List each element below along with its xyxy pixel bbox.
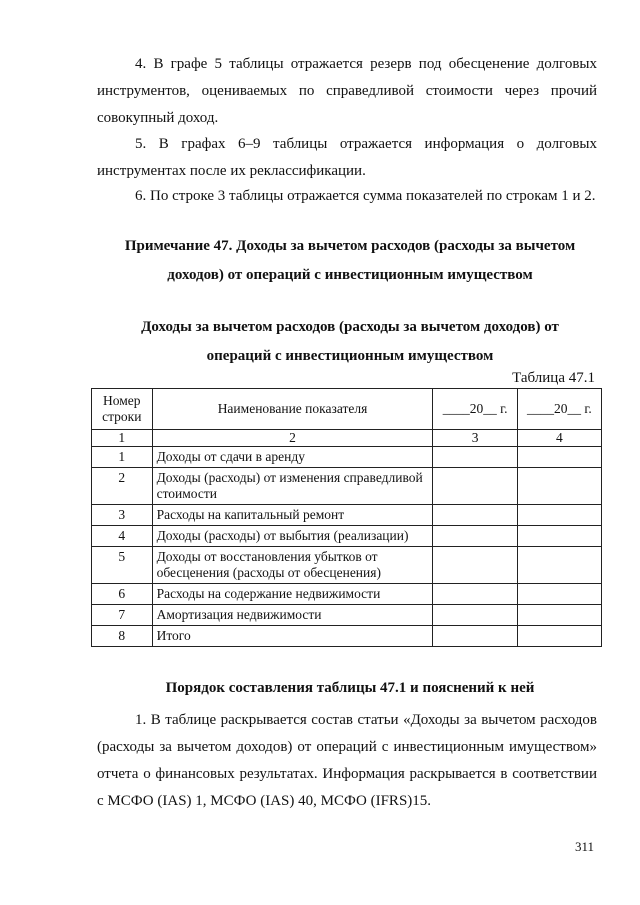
row-name: Амортизация недвижимости [152, 605, 433, 626]
table-row [92, 605, 602, 626]
table-row [92, 447, 602, 468]
row-value-year-2 [517, 626, 601, 647]
paragraph-item-6 [97, 183, 597, 210]
row-name: Доходы от восстановления убытков от обесценения (расходы от обесценения) [152, 547, 433, 584]
row-name: Расходы на содержание недвижимости [152, 584, 433, 605]
note-heading [60, 232, 640, 290]
row-value-year-1 [433, 505, 517, 526]
page-number: 311 [575, 839, 595, 854]
table-header-row [92, 389, 602, 430]
note-heading-line: доходов) от операций с инвестиционным имуществом [167, 267, 533, 283]
row-value-year-2 [517, 526, 601, 547]
paragraph-line: 4. В графе 5 таблицы отражается резерв под обесценение долговых [135, 56, 597, 72]
header-year-1: ____20__ г. [433, 389, 517, 430]
paragraph-line: (расходы за вычетом доходов) от операций с инвестиционным имуществом» [97, 739, 597, 755]
row-value-year-2 [517, 605, 601, 626]
row-value-year-1 [433, 605, 517, 626]
column-number-row [92, 430, 602, 447]
row-value-year-1 [433, 447, 517, 468]
table-row [92, 468, 602, 505]
table-row [92, 526, 602, 547]
paragraph-line: с МСФО (IAS) 1, МСФО (IAS) 40, МСФО (IFRS)15. [97, 793, 432, 809]
row-name: Доходы (расходы) от изменения справедливой стоимости [152, 468, 433, 505]
row-name: Итого [152, 626, 433, 647]
paragraph-line: отчета о финансовых результатах. Информация раскрывается в соответствии [97, 766, 597, 782]
row-value-year-1 [433, 526, 517, 547]
row-number: 1 [92, 447, 153, 468]
row-value-year-1 [433, 547, 517, 584]
paragraph-line: 5. В графах 6–9 таблицы отражается информация о долговых [135, 136, 597, 152]
row-name: Доходы (расходы) от выбытия (реализации) [152, 526, 433, 547]
row-value-year-1 [433, 584, 517, 605]
row-value-year-2 [517, 584, 601, 605]
paragraph-line: инструментах после их реклассификации. [97, 163, 366, 179]
row-value-year-2 [517, 447, 601, 468]
header-year-2: ____20__ г. [517, 389, 601, 430]
row-value-year-2 [517, 547, 601, 584]
note-heading-line: Примечание 47. Доходы за вычетом расходов (расходы за вычетом [124, 238, 576, 254]
table-title-line: Доходы за вычетом расходов (расходы за вычетом доходов) от [141, 319, 559, 335]
data-table [91, 388, 602, 647]
row-number: 6 [92, 584, 153, 605]
procedure-paragraph [97, 707, 597, 815]
row-number: 2 [92, 468, 153, 505]
paragraph-line: 1. В таблице раскрывается состав статьи «Доходы за вычетом расходов [135, 712, 597, 728]
row-number: 3 [92, 505, 153, 526]
column-number: 1 [92, 430, 153, 447]
row-number: 4 [92, 526, 153, 547]
column-number: 4 [517, 430, 601, 447]
paragraph-item-5 [97, 131, 597, 185]
row-number: 8 [92, 626, 153, 647]
row-value-year-1 [433, 626, 517, 647]
row-name: Доходы от сдачи в аренду [152, 447, 433, 468]
paragraph-item-4 [97, 51, 597, 132]
row-value-year-2 [517, 505, 601, 526]
table-row [92, 505, 602, 526]
table-title [60, 313, 640, 371]
paragraph-line: совокупный доход. [97, 110, 219, 126]
header-indicator-name: Наименование показателя [152, 389, 433, 430]
row-value-year-2 [517, 468, 601, 505]
header-row-number: Номер строки [92, 389, 153, 430]
paragraph-line: инструментов, оцениваемых по справедливой стоимости через прочий [97, 83, 597, 99]
column-number: 2 [152, 430, 433, 447]
table-row [92, 547, 602, 584]
row-number: 7 [92, 605, 153, 626]
row-value-year-1 [433, 468, 517, 505]
table-title-line: операций с инвестиционным имуществом [206, 348, 494, 364]
procedure-heading: Порядок составления таблицы 47.1 и пояснений к ней [165, 680, 535, 696]
paragraph-line: 6. По строке 3 таблицы отражается сумма показателей по строкам 1 и 2. [135, 188, 596, 204]
table-row [92, 584, 602, 605]
row-name: Расходы на капитальный ремонт [152, 505, 433, 526]
table-caption: Таблица 47.1 [512, 370, 595, 386]
table-row [92, 626, 602, 647]
row-number: 5 [92, 547, 153, 584]
column-number: 3 [433, 430, 517, 447]
